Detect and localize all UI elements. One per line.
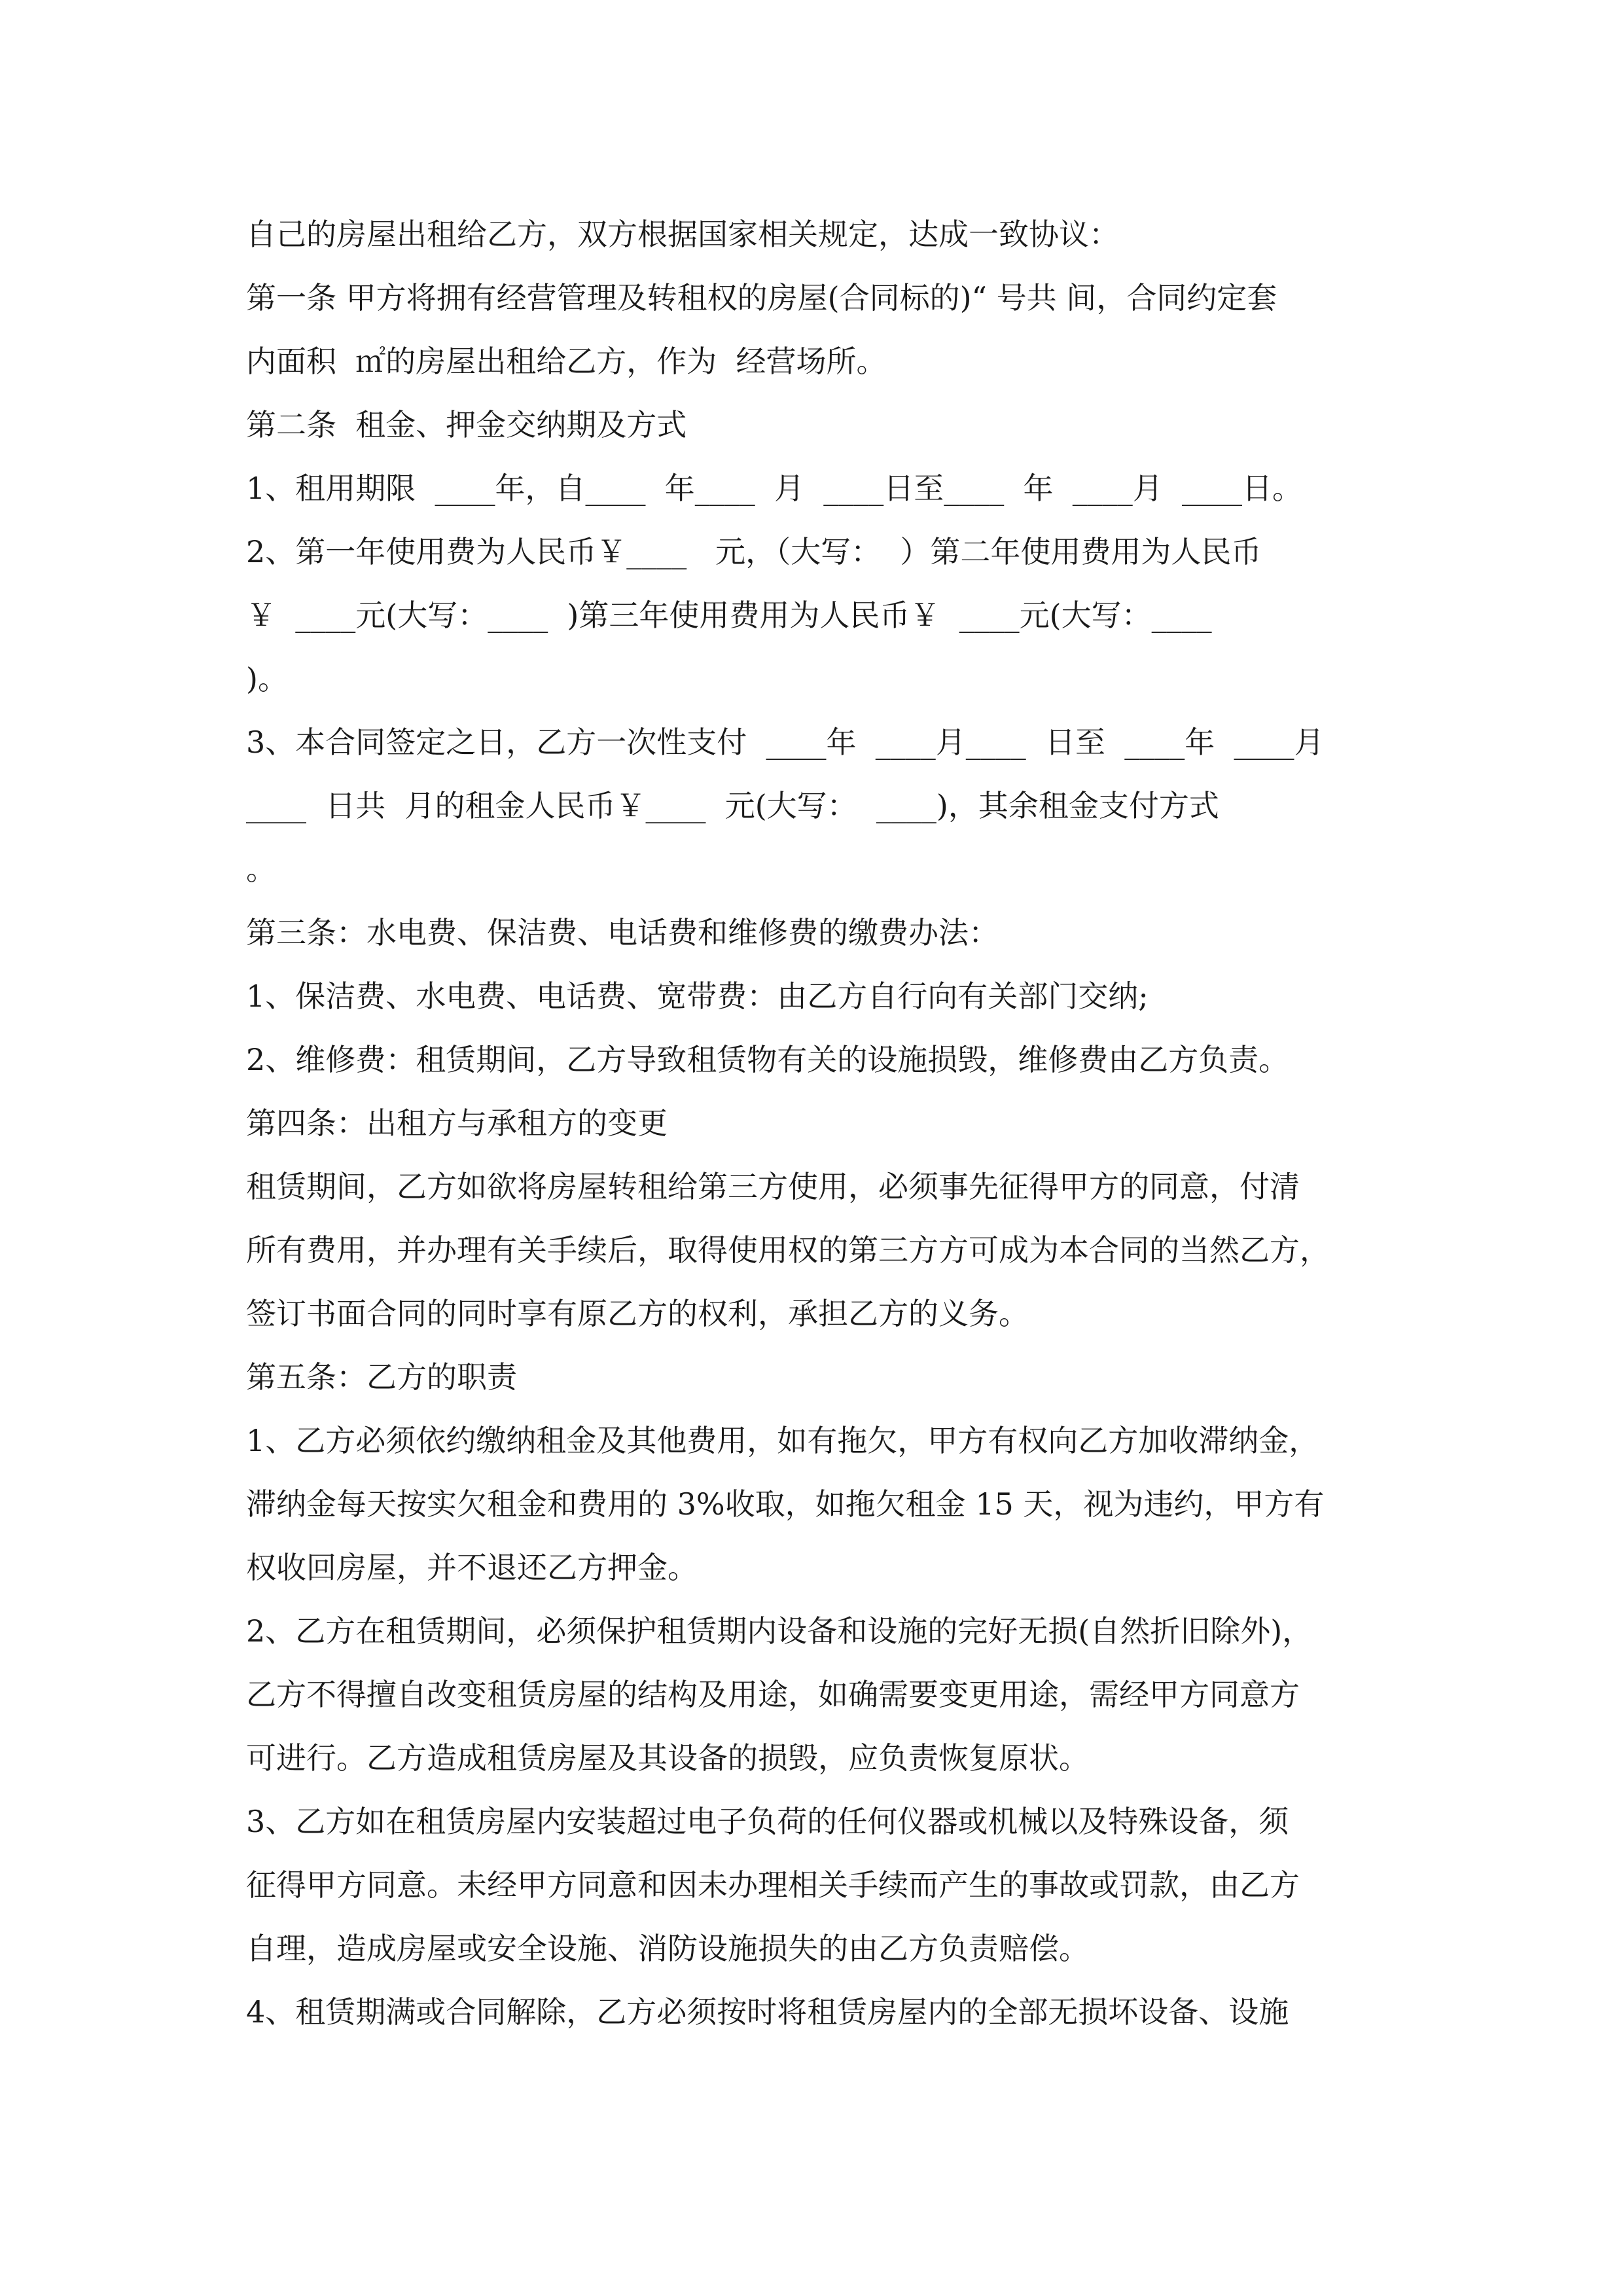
text-line: ￥ ____元(大写：____ )第三年使用费用为人民币￥ ____元(大写：____	[246, 598, 1212, 633]
text-line: 可进行。乙方造成租赁房屋及其设备的损毁，应负责恢复原状。	[246, 1740, 1089, 1776]
text-line: 。	[246, 852, 276, 887]
text-line: ____ 日共 月的租金人民币￥____ 元(大写： ____)，其余租金支付方式	[246, 788, 1219, 823]
section-heading: 第三条：水电费、保洁费、电话费和维修费的缴费办法：	[246, 915, 999, 950]
text-line: 3、乙方如在租赁房屋内安装超过电子负荷的任何仪器或机械以及特殊设备，须	[246, 1804, 1289, 1839]
text-line: 4、租赁期满或合同解除，乙方必须按时将租赁房屋内的全部无损坏设备、设施	[246, 1994, 1289, 2030]
text-line: 签订书面合同的同时享有原乙方的权利，承担乙方的义务。	[246, 1296, 1029, 1331]
text-line: 1、租用期限 ____年，自____ 年____ 月 ____日至____ 年 ____月 ____日。	[246, 471, 1302, 506]
text-line: 3、本合同签定之日，乙方一次性支付 ____年 ____月____ 日至 ____年 ____月	[246, 725, 1325, 760]
text-line: 乙方不得擅自改变租赁房屋的结构及用途，如确需要变更用途，需经甲方同意方	[246, 1677, 1300, 1712]
text-line: 2、维修费：租赁期间，乙方导致租赁物有关的设施损毁，维修费由乙方负责。	[246, 1042, 1289, 1077]
text-line: 第一条 甲方将拥有经营管理及转租权的房屋(合同标的)“ 号共 间，合同约定套	[246, 280, 1277, 315]
text-line: 自理，造成房屋或安全设施、消防设施损失的由乙方负责赔偿。	[246, 1931, 1089, 1966]
text-line: )。	[246, 661, 288, 696]
text-line: 所有费用，并办理有关手续后，取得使用权的第三方方可成为本合同的当然乙方，	[246, 1232, 1330, 1268]
text-line: 滞纳金每天按实欠租金和费用的 3%收取，如拖欠租金 15 天，视为违约，甲方有	[246, 1486, 1325, 1522]
text-line: 内面积 ㎡的房屋出租给乙方，作为 经营场所。	[246, 344, 887, 379]
text-line: 自己的房屋出租给乙方，双方根据国家相关规定，达成一致协议：	[246, 217, 1119, 252]
contract-body	[246, 203, 1387, 2044]
section-heading: 第二条 租金、押金交纳期及方式	[246, 407, 687, 442]
text-line: 权收回房屋，并不退还乙方押金。	[246, 1550, 698, 1585]
text-line: 2、第一年使用费为人民币￥____ 元，（大写： ）第二年使用费用为人民币	[246, 534, 1262, 569]
text-line: 1、乙方必须依约缴纳租金及其他费用，如有拖欠，甲方有权向乙方加收滞纳金，	[246, 1423, 1319, 1458]
section-heading: 第四条：出租方与承租方的变更	[246, 1105, 668, 1141]
text-line: 征得甲方同意。未经甲方同意和因未办理相关手续而产生的事故或罚款，由乙方	[246, 1867, 1300, 1903]
text-line: 租赁期间，乙方如欲将房屋转租给第三方使用，必须事先征得甲方的同意，付清	[246, 1169, 1300, 1204]
text-line: 1、保洁费、水电费、电话费、宽带费：由乙方自行向有关部门交纳;	[246, 978, 1149, 1014]
section-heading: 第五条：乙方的职责	[246, 1359, 517, 1395]
text-line: 2、乙方在租赁期间，必须保护租赁期内设备和设施的完好无损(自然折旧除外)，	[246, 1613, 1313, 1649]
